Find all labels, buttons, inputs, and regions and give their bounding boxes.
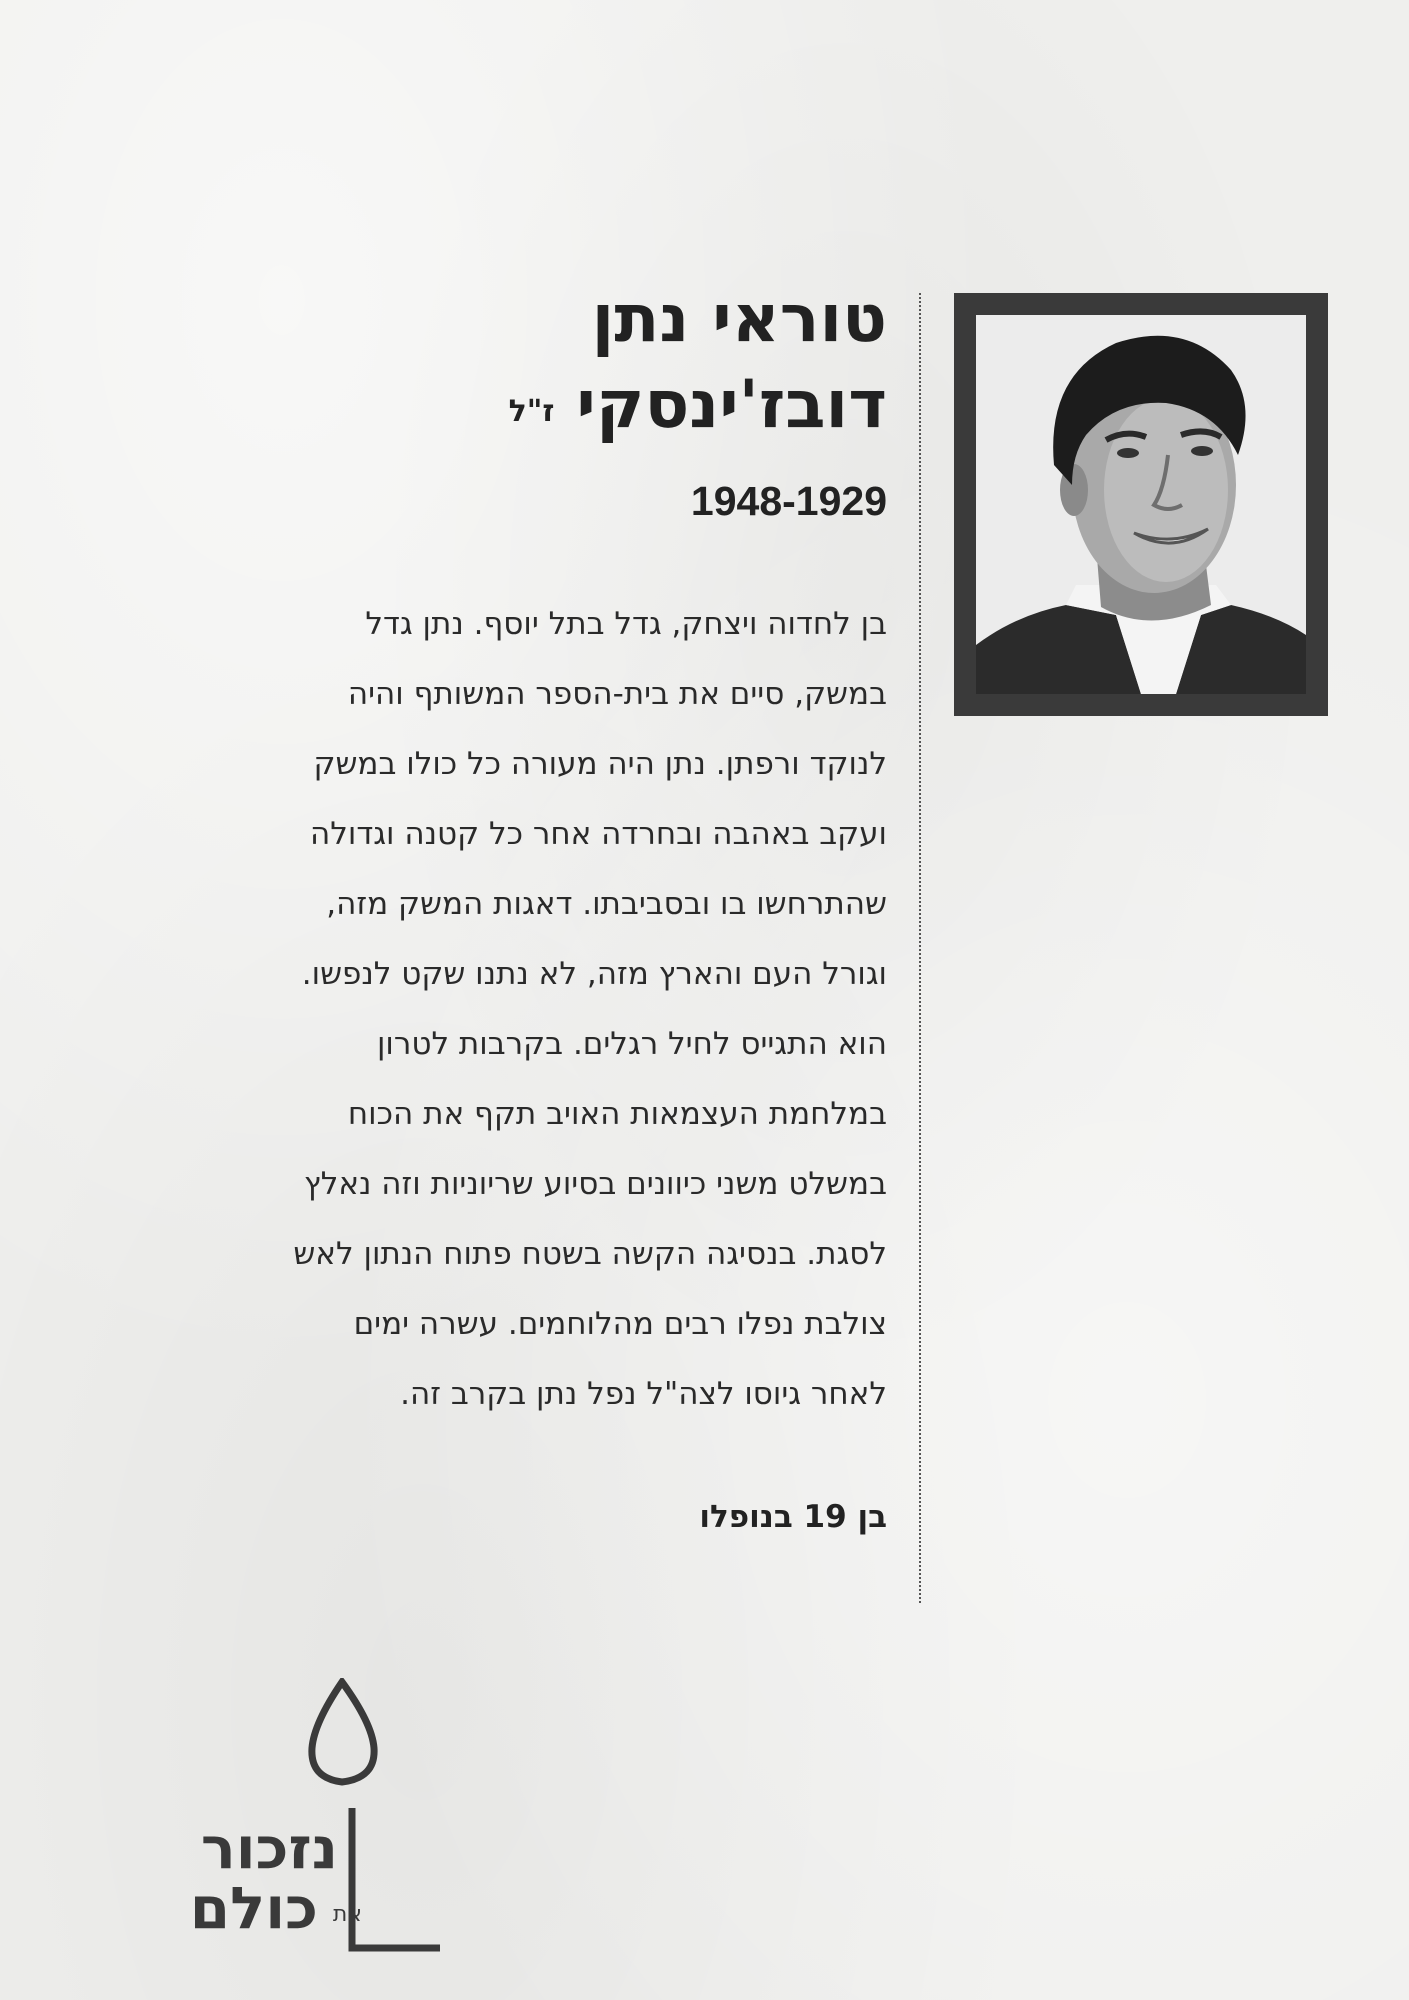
bio-line: שהתרחשו בו ובסביבתו. דאגות המשק מזה, [326, 886, 887, 922]
bio-line: לאחר גיוסו לצה"ל נפל נתן בקרב זה. [400, 1376, 887, 1412]
bio-line: ועקב באהבה ובחרדה אחר כל קטנה וגדולה [310, 816, 887, 852]
name-second-line [127, 362, 887, 461]
remember-them-all-logo [120, 1678, 450, 1968]
bio-line: וגורל העם והארץ מזה, לא נתנו שקט לנפשו. [301, 956, 887, 992]
portrait-photo [976, 315, 1306, 694]
surname: דובז'ינסקי [576, 366, 887, 443]
bio-line: במלחמת העצמאות האויב תקף את הכוח [347, 1096, 887, 1132]
bio-line: לנוקד ורפתן. נתן היה מעורה כל כולו במשק [313, 746, 887, 782]
memorial-text [127, 276, 887, 1545]
biography [127, 589, 887, 1429]
age-at-death: בן 19 בנופלו [699, 1499, 887, 1535]
logo-word-all: כולם [189, 1874, 318, 1942]
bio-line: צולבת נפלו רבים מהלוחמים. עשרה ימים [353, 1306, 887, 1342]
bio-line: בן לחדוה ויצחק, גדל בתל יוסף. נתן גדל [365, 606, 887, 642]
logo-word-et: את [332, 1902, 362, 1927]
dotted-divider [919, 293, 921, 1603]
honorific: ז"ל [508, 394, 555, 429]
portrait-illustration [976, 315, 1306, 694]
bio-line: לסגת. בנסיגה הקשה בשטח פתוח הנתון לאש [293, 1236, 887, 1272]
name-first-line: טוראי נתן [591, 280, 887, 357]
life-years: 1948-1929 [690, 478, 887, 524]
portrait-frame [954, 293, 1328, 716]
bio-line: במשק, סיים את בית-הספר המשותף והיה [347, 676, 887, 712]
logo-word-remember: נזכור [200, 1814, 338, 1882]
bio-line: במשלט משני כיוונים בסיוע שריוניות וזה נאלץ [303, 1166, 887, 1202]
bio-line: הוא התגייס לחיל רגלים. בקרבות לטרון [376, 1026, 887, 1062]
